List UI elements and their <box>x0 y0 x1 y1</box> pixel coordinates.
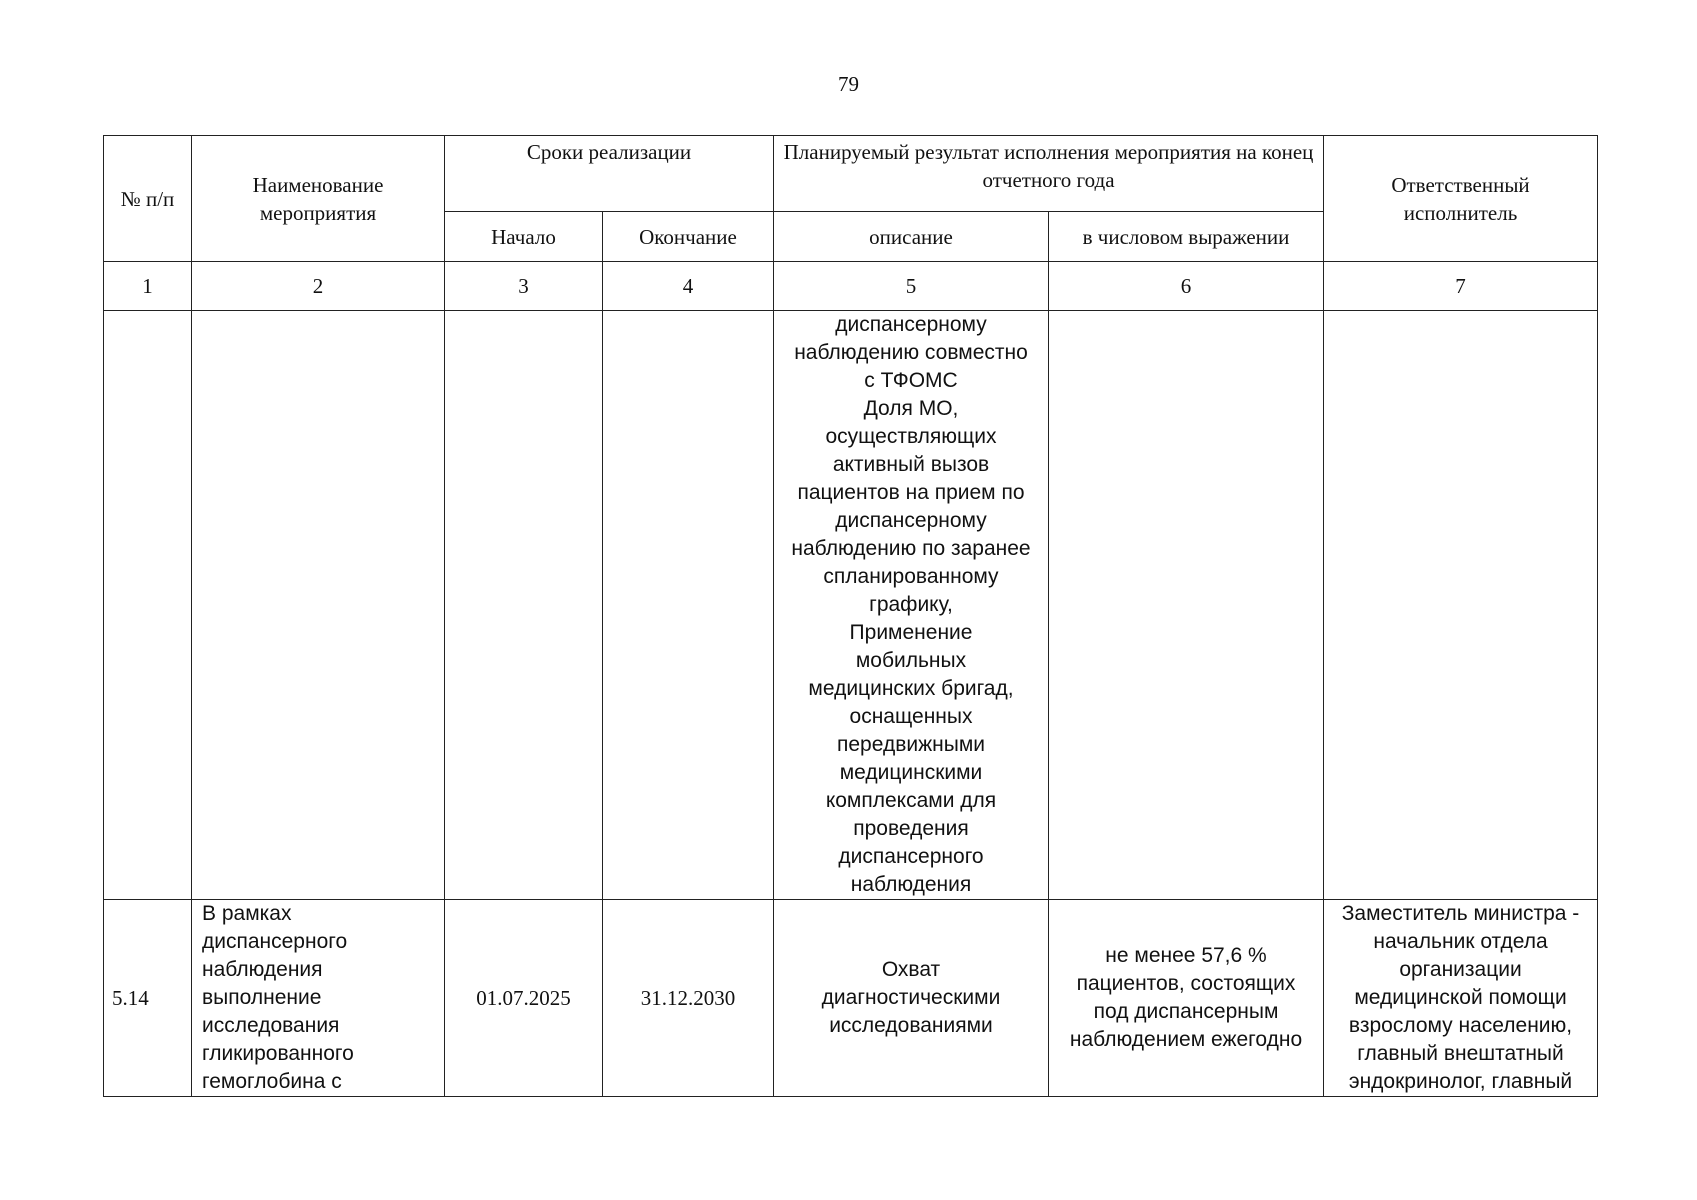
text-line: с ТФОМС <box>864 369 958 392</box>
cell-numeric-value <box>1049 900 1324 1097</box>
text-line: исследования <box>202 1014 340 1037</box>
cell-empty <box>1049 311 1324 900</box>
table-row-continued <box>104 311 1598 900</box>
text-line: наблюдения <box>850 873 972 896</box>
text-line: диспансерному <box>835 509 987 532</box>
column-number: 5 <box>774 262 1049 311</box>
text-line: Заместитель министра - <box>1341 902 1580 925</box>
text-line: главный внештатный <box>1357 1042 1564 1065</box>
column-number: 2 <box>192 262 445 311</box>
text-line: начальник отдела <box>1373 930 1548 953</box>
cell-description-continued <box>774 311 1049 900</box>
text-line: гемоглобина с <box>202 1070 342 1093</box>
header-start: Начало <box>445 212 603 262</box>
cell-activity-name <box>192 900 445 1097</box>
text-line: гликированного <box>202 1042 354 1065</box>
text-line: В рамках <box>202 902 292 925</box>
text-line: диагностическими <box>821 986 1001 1009</box>
header-responsible: Ответственный исполнитель <box>1324 136 1598 262</box>
header-name: Наименование мероприятия <box>192 136 445 262</box>
text-line: под диспансерным <box>1093 1000 1279 1023</box>
text-line: наблюдению совместно <box>794 341 1028 364</box>
column-number: 6 <box>1049 262 1324 311</box>
text-line: пациентов, состоящих <box>1076 972 1296 995</box>
header-end: Окончание <box>603 212 774 262</box>
text-line: оснащенных <box>849 705 973 728</box>
text-line: наблюдения <box>202 958 323 981</box>
text-line: исследованиями <box>829 1014 993 1037</box>
text-line: проведения <box>853 817 969 840</box>
text-line: диспансерного <box>202 930 348 953</box>
text-line: наблюдению по заранее <box>791 537 1031 560</box>
text-line: диспансерного <box>838 845 984 868</box>
table-row-5-14 <box>104 900 1598 1097</box>
header-description: описание <box>774 212 1049 262</box>
cell-empty <box>192 311 445 900</box>
column-number: 4 <box>603 262 774 311</box>
text-line: Охват <box>881 958 941 981</box>
text-line: Применение <box>849 621 973 644</box>
text-line: диспансерному <box>835 313 987 336</box>
text-line: выполнение <box>202 986 322 1009</box>
cell-empty <box>603 311 774 900</box>
text-line: мобильных <box>855 649 967 672</box>
header-planned-result: Планируемый результат исполнения мероприятия на конец отчетного года <box>774 136 1324 212</box>
cell-end-date: 31.12.2030 <box>603 900 774 1097</box>
column-number: 7 <box>1324 262 1598 311</box>
text-line: медицинскими <box>839 761 983 784</box>
text-line: не менее 57,6 % <box>1105 944 1267 967</box>
text-line: комплексами для <box>825 789 997 812</box>
header-numeric: в числовом выражении <box>1049 212 1324 262</box>
column-number-row <box>104 262 1598 311</box>
header-number: № п/п <box>104 136 192 262</box>
text-line: осуществляющих <box>825 425 997 448</box>
text-line: взрослому населению, <box>1348 1014 1573 1037</box>
text-line: эндокринолог, главный <box>1348 1070 1573 1093</box>
text-line: спланированному <box>823 565 999 588</box>
activities-table <box>103 135 1598 1097</box>
column-number: 1 <box>104 262 192 311</box>
cell-empty <box>104 311 192 900</box>
text-line: Доля МО, <box>863 397 959 420</box>
cell-description <box>774 900 1049 1097</box>
cell-empty <box>445 311 603 900</box>
cell-responsible <box>1324 900 1598 1097</box>
page-number: 79 <box>838 72 859 96</box>
text-line: пациентов на прием по <box>797 481 1025 504</box>
header-row-top <box>104 136 1598 212</box>
column-number: 3 <box>445 262 603 311</box>
text-line: активный вызов <box>832 453 990 476</box>
text-line: графику, <box>869 593 953 616</box>
cell-start-date: 01.07.2025 <box>445 900 603 1097</box>
cell-empty <box>1324 311 1598 900</box>
text-line: медицинской помощи <box>1354 986 1567 1009</box>
header-timeline: Сроки реализации <box>445 136 774 212</box>
text-line: организации <box>1399 958 1522 981</box>
text-line: медицинских бригад, <box>808 677 1014 700</box>
text-line: наблюдением ежегодно <box>1069 1028 1303 1051</box>
text-line: передвижными <box>837 733 985 756</box>
cell-number: 5.14 <box>104 900 192 1097</box>
